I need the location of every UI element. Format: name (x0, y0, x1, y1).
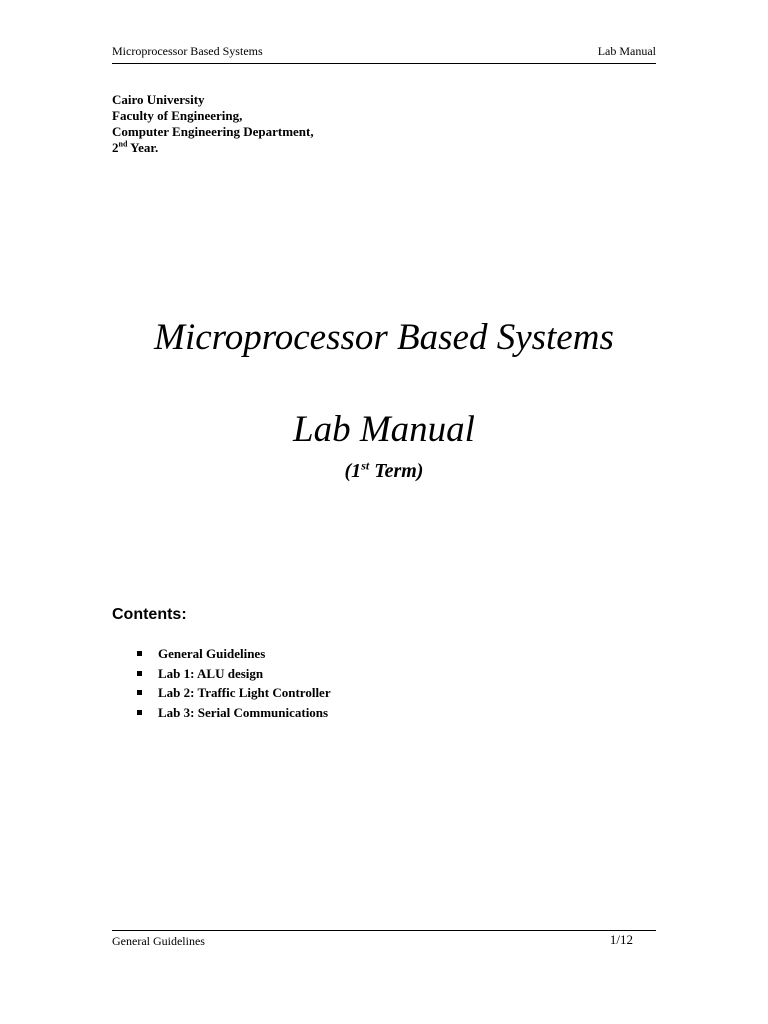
year-text: Year. (127, 140, 159, 155)
list-item (112, 664, 331, 684)
document-title: Lab Manual (293, 409, 475, 450)
list-item-label: Lab 1: ALU design (158, 665, 264, 681)
course-title: Microprocessor Based Systems (154, 317, 614, 358)
square-bullet-icon (137, 671, 142, 676)
page-number: 1/12 (609, 932, 633, 947)
list-item-label: General Guidelines (158, 646, 266, 661)
running-header (112, 43, 656, 64)
term-subtitle (0, 458, 768, 484)
year-ordinal-suffix: nd (118, 139, 128, 149)
running-footer (112, 930, 656, 951)
year-number: 2 (112, 140, 119, 155)
square-bullet-icon (137, 651, 142, 656)
contents-heading: Contents: (112, 606, 187, 623)
faculty-name: Faculty of Engineering, (112, 108, 243, 123)
term-close: Term) (369, 460, 424, 482)
list-item-label: Lab 3: Serial Communications (158, 704, 329, 720)
university-name: Cairo University (112, 92, 205, 107)
term-ordinal-suffix: st (361, 458, 370, 473)
square-bullet-icon (137, 690, 142, 695)
institution-block (112, 92, 314, 156)
department-name: Computer Engineering Department, (112, 124, 314, 139)
list-item-label: Lab 2: Traffic Light Controller (158, 685, 331, 700)
term-open: (1 (344, 460, 362, 482)
list-item (112, 703, 331, 723)
list-item (112, 683, 331, 703)
footer-section-name: General Guidelines (112, 934, 205, 948)
list-item (112, 644, 331, 664)
square-bullet-icon (137, 710, 142, 715)
header-document-name: Lab Manual (597, 44, 656, 58)
year-line (112, 140, 314, 156)
contents-list (112, 644, 331, 722)
header-course-name: Microprocessor Based Systems (112, 44, 263, 58)
